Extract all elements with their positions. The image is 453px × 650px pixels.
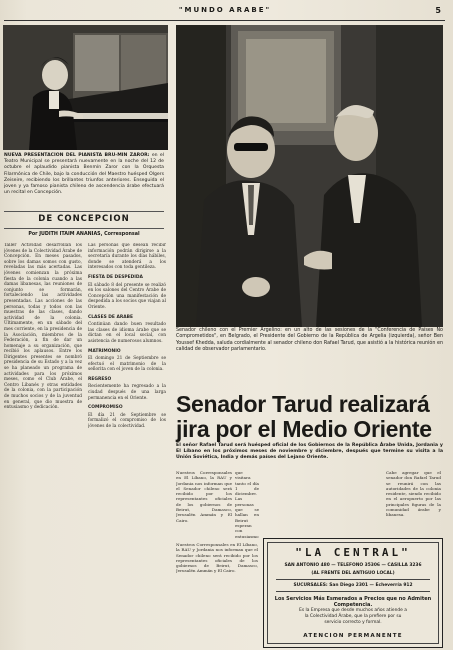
article-column-text: que visitara tanto el día 1 de diciembre. Las personas que se hallan en Beirut esperan con entusiasmo [235,470,259,539]
header-rule [4,20,445,21]
senator-photo [176,25,443,327]
pianist-illustration [3,25,168,150]
article-column-1 [176,470,232,540]
subhead-clases: CLASES DE ARABE [88,314,133,320]
column-b-paragraph: El sábado 8 del presente se realizó en los salones del Centro Árabe de Concepción una manifestación de despedida a los socios que viajan al Oriente. [88,282,166,310]
ad-tagline-1: Es la Empresa que desde muchos años atiende a [299,608,407,613]
ad-rule [276,579,430,580]
article-column-continued [176,542,258,646]
caption-body: en el Teatro Municipal se presentará nuevamente en la noche del 12 de octubre el aplaudido pianista Benmín Zaror con la Orquesta Filarmónica de Chile, bajo la conducción del Maestro huésped Olgers Zeiseire, recibiendo los brillantes triunfos anteriores. Enseguida el joven y ya famoso pianista chileno de ascendencia árabe efectuará un recital en Concepción. [4,153,164,196]
caption-lead: NUEVA PRESENTACION DEL PIANISTA BRU-MIN ZAROR: [4,153,150,158]
subhead-matrimonio: MATRIMONIO [88,348,121,354]
ad-location: (AL FRENTE DEL ANTIGUO LOCAL) [311,571,395,576]
concepcion-byline: Por JUDITH ITAIM ANANIAS, Corresponsal [28,232,140,237]
subhead-fiesta: FIESTA DE DESPEDIDA [88,274,143,280]
article-column-text: Cabe agregar que el senador don Rafael Tarud se reunirá con las autoridades de la colonia residente, siendo recibido en el aeropuerto por las principales figuras de la comunidad árabe y libanesa. [386,470,441,518]
ad-rule [276,591,430,592]
column-b-paragraph: El día 21 de Septiembre se formalizó el compromiso de los jóvenes de la colectividad. [88,412,166,430]
ad-address: SAN ANTONIO 480 — TELEFONO 35306 — CASILLA 3236 [284,563,422,568]
concepcion-heading: DE CONCEPCION [38,214,130,224]
column-b-paragraph: Recientemente ha regresado a la ciudad después de una larga permanencia en el Oriente. [88,384,166,401]
concepcion-column-a [4,243,82,647]
ad-inner-frame [267,542,439,644]
article-column-text: Nuestros Corresponsales en El Líbano, la RAU y Jordania nos informan que el Senador chileno será recibido por los representantes oficiales de los gobiernos de Beirut, Damasco, Jerusalén Ammán y El Cairo. [176,542,258,574]
publication-title: "MUNDO ARABE" [178,6,272,14]
column-b-paragraph: El domingo 21 de Septiembre se efectuó el matrimonio de la señorita con el joven de la colonia. [88,356,166,373]
ad-services: Los Servicios Más Esmerados a Precios que no Admiten Competencia. [274,596,432,608]
article-headline: Senador Tarud realizará jira por el Medio Oriente [176,391,432,442]
column-b-paragraph: Continúan dando buen resultado las clases de idioma árabe que se dictan en el local social, con asistencia de numerosos alumnos. [88,322,166,344]
running-head [0,6,453,18]
ad-branches: SUCURSALES: San Diego 2301 — Echeverría 912 [293,583,413,588]
ad-title: "LA CENTRAL" [295,546,411,559]
ad-tagline-2: la Colectividad Árabe, que la prefiere por su [304,614,402,619]
section-rule-mid [4,228,164,229]
article-column-3 [386,470,441,536]
article-column-text: Nuestros Corresponsales en El Líbano, la RAU y Jordania nos informan que el Senador chileno será recibido por los representantes oficiales de los gobiernos de Beirut, Damasco, Jerusalén Ammán y El Cairo. [176,470,232,523]
subhead-regreso: REGRESO [88,376,112,382]
section-rule-top [4,211,164,212]
article-column-2 [235,470,259,540]
column-b-paragraph: Las personas que desean recibir información podrán dirigirse a la secretaría durante los días hábiles, donde se atenderá a los interesados con toda gentileza. [88,243,166,271]
subhead-compromiso: COMPROMISO [88,405,123,411]
senator-illustration [176,25,443,327]
senator-caption: Senador chileno con el Premier Argelino: en un alto de las sesiones de la "Conferencia de Países No Comprometidos", en Belgrado, el Presidente del Gobierno de la República de Argelia (izquierda), señor Ben Youssef Khedda, saluda cordialmente al senador chileno don Rafael Tarud, que asistió a la histórica reunión en calidad de observador parlamentario. [176,328,443,353]
ad-tagline-3: servicio correcto y formal. [324,620,382,625]
column-a-text: Taller Actividad desarrollan los jóvenes de la Colectividad Árabe de Concepción. En meses pasados, sobre los damas somos con gusto, reveladas las más acertadas. Las jóvenes comienzan la próxima fiesta de la colonia cuando a las damas libanesas, las reuniones de conjunto se formarán, fortaleciendo las actividades presentadas. Las acciones de las personas, todas y todos con las muestras de las clases, dando actividad de la colonia. Últimamente, en un sábado del mes corriente, en la presidencia de la Asociación, miembros de la Federación, a fin de dar un homenaje a su organización, que recibió los aplausos. Entre los Dirigentes presentes se nombró presidencia de su Estado y a la vez se ha planeado un programa de actividades para los próximos meses, como el Club Árabe, el Centro Libanés y otras entidades de la colonia, con la participación de muchos socios y de la juventud en general, que dio muestra de entusiasmo y dedicación. [4,243,82,411]
la-central-advertisement [263,538,443,648]
page-number: 5 [435,6,441,15]
pianist-photo [3,25,168,150]
article-lede: El señor Rafael Tarud será huésped oficial de los Gobiernos de la República Árabe Unida, Jordania y El Líbano en los próximos meses de noviembre y diciembre, después que termine su visita a la Unión Soviética, India y demás países del Lejano Oriente. [176,443,443,461]
ad-footer: ATENCION PERMANENTE [303,633,403,639]
pianist-caption [4,153,164,196]
concepcion-column-b [88,243,166,647]
